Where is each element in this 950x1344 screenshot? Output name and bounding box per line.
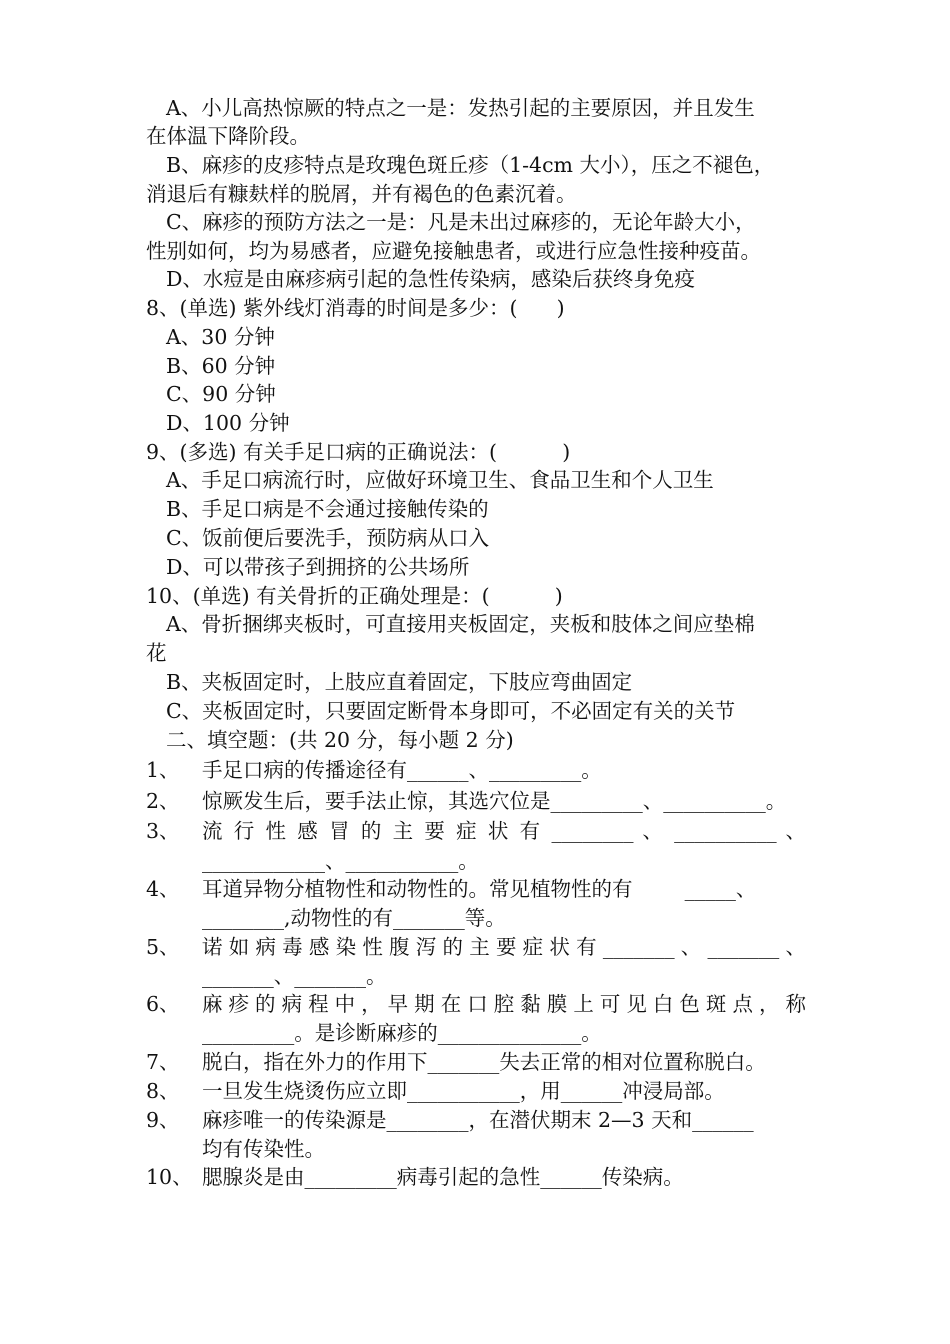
fill-item-text: 惊厥发生后，要手法止惊，其选穴位是_________、__________。 [202,789,787,813]
fill-item-number: 8、 [146,1079,180,1103]
fill-item-text: 诺如病毒感染性腹泻的主要症状有_______、_______、 [202,935,806,959]
q8-option-d: D、100 分钟 [166,411,290,435]
section-2-title: 二、填空题：(共 20 分，每小题 2 分) [166,728,514,752]
q7-option-a: A、小儿高热惊厥的特点之一是：发热引起的主要原因，并且发生 [166,96,755,120]
q9-stem: 9、(多选) 有关手足口病的正确说法：( ) [146,440,571,464]
fill-item-number: 7、 [146,1050,180,1074]
q9-option-a: A、手足口病流行时，应做好环境卫生、食品卫生和个人卫生 [166,468,714,492]
fill-item-text-cont: ________,动物性的有_______等。 [202,906,506,930]
fill-item-number: 5、 [146,935,180,959]
fill-item-text: 腮腺炎是由_________病毒引起的急性______传染病。 [202,1165,684,1189]
q9-option-b: B、手足口病是不会通过接触传染的 [166,497,489,521]
q10-stem: 10、(单选) 有关骨折的正确处理是：( ) [146,584,563,608]
q8-option-b: B、60 分钟 [166,354,276,378]
fill-item-text: 一旦发生烧烫伤应立即___________，用______冲浸局部。 [202,1079,725,1103]
q10-option-c: C、夹板固定时，只要固定断骨本身即可，不必固定有关的关节 [166,699,736,723]
q8-option-c: C、90 分钟 [166,382,276,406]
q7-option-c: C、麻疹的预防方法之一是：凡是未出过麻疹的，无论年龄大小， [166,210,756,234]
q7-option-b: B、麻疹的皮疹特点是玫瑰色斑丘疹（1-4cm 大小），压之不褪色， [166,153,775,177]
q10-option-a: A、骨折捆绑夹板时，可直接用夹板固定，夹板和肢体之间应垫棉 [166,612,755,636]
fill-item-text-cont: _______、_______。 [202,964,387,988]
q10-option-b: B、夹板固定时，上肢应直着固定，下肢应弯曲固定 [166,670,633,694]
fill-item-number: 6、 [146,992,180,1016]
fill-item-text: 脱白，指在外力的作用下_______失去正常的相对位置称脱白。 [202,1050,766,1074]
fill-item-text-cont: ____________、___________。 [202,849,479,873]
q7-option-b-cont: 消退后有糠麸样的脱屑，并有褐色的色素沉着。 [146,182,577,206]
fill-item-text-cont: 均有传染性。 [202,1137,325,1161]
fill-item-number: 3、 [146,819,180,843]
fill-item-text: 手足口病的传播途径有______、_________。 [202,758,602,782]
q7-option-a-cont: 在体温下降阶段。 [146,124,310,148]
fill-item-text: 麻疹唯一的传染源是________，在潜伏期末 2—3 天和______ [202,1108,754,1132]
q9-option-c: C、饭前便后要洗手，预防病从口入 [166,526,490,550]
fill-item-text-cont: _________。是诊断麻疹的______________。 [202,1021,602,1045]
fill-item-number: 9、 [146,1108,180,1132]
fill-item-text: 流 行 性 感 冒 的 主 要 症 状 有 ________ 、 __________ 、 [202,819,806,843]
q7-option-c-cont: 性别如何，均为易感者，应避免接触患者，或进行应急性接种疫苗。 [146,239,761,263]
fill-item-number: 10、 [146,1165,193,1189]
fill-item-number: 1、 [146,758,180,782]
fill-item-text: 耳道异物分植物性和动物性的。常见植物性的有 _____、 [202,877,757,901]
q8-option-a: A、30 分钟 [166,325,275,349]
fill-item-text: 麻疹的病程中，早期在口腔黏膜上可见白色斑点，称 [202,992,806,1016]
q10-option-a-cont: 花 [146,641,167,665]
q8-stem: 8、(单选) 紫外线灯消毒的时间是多少：( ) [146,296,565,320]
fill-item-number: 2、 [146,789,180,813]
q7-option-d: D、水痘是由麻疹病引起的急性传染病，感染后获终身免疫 [166,267,695,291]
fill-item-number: 4、 [146,877,180,901]
q9-option-d: D、可以带孩子到拥挤的公共场所 [166,555,470,579]
